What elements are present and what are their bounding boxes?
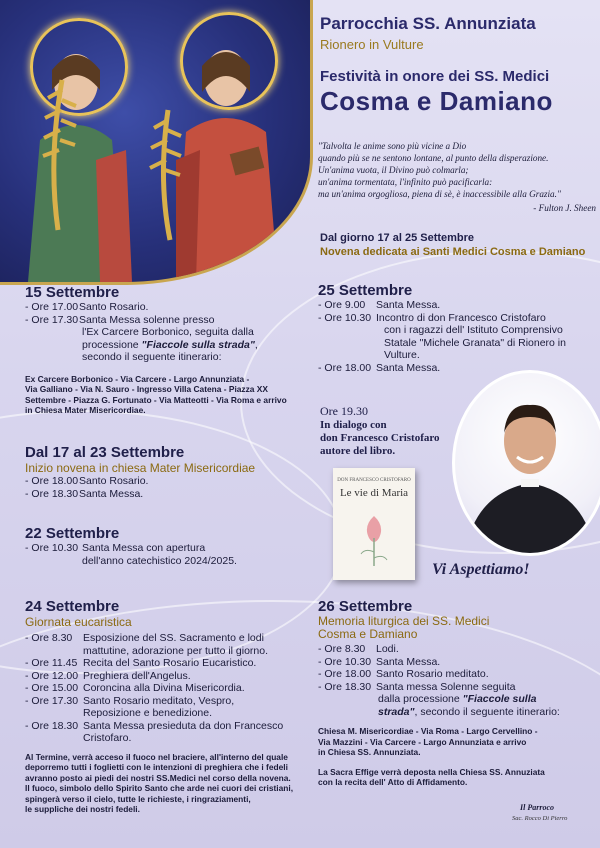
text: , [254, 338, 258, 351]
quote-author: - Fulton J. Sheen [533, 203, 596, 213]
activity: Esposizione del SS. Sacramento e lodi [83, 632, 264, 644]
note-line: avranno posto ai piedi dei nostri SS.Medici nel corso della novena. [25, 772, 291, 783]
activity: Cristofaro. [83, 732, 132, 744]
effige-block [318, 767, 598, 788]
section-subtitle: Giornata eucaristica [25, 615, 132, 629]
priest-photo [452, 370, 600, 556]
text: processione [82, 338, 142, 351]
route-line: Chiesa M. Misericordiae - Via Roma - Largo Cervellino - [318, 726, 538, 736]
time: - Ore 17.30 [25, 313, 79, 326]
schedule-row [318, 656, 598, 669]
schedule-row [25, 695, 325, 708]
flower-illustration [333, 508, 415, 568]
schedule-row [25, 732, 325, 745]
section-title: 24 Settembre [25, 598, 120, 615]
section-title: 25 Settembre [318, 282, 413, 299]
saints-title: Cosma e Damiano [320, 86, 553, 116]
saints-figures [0, 0, 310, 282]
priest-figure [455, 373, 600, 553]
time: - Ore 8.30 [318, 643, 366, 655]
schedule-row [25, 488, 315, 501]
activity: Recita del Santo Rosario Eucaristico. [83, 657, 257, 669]
quote-block [318, 140, 596, 214]
schedule-row [25, 670, 325, 683]
time: - Ore 18.30 [25, 719, 79, 732]
book-author: DON FRANCESCO CRISTOFARO [337, 478, 411, 483]
activity: Santa Messa. [79, 487, 144, 500]
dialogue-line: don Francesco Cristofaro [320, 432, 440, 444]
section-22-settembre [25, 525, 315, 567]
time: - Ore 18.30 [318, 680, 372, 693]
schedule-row [25, 632, 325, 645]
dialogue-line: In dialogo con [320, 419, 387, 431]
activity-continued: dell'anno catechistico 2024/2025. [82, 554, 237, 567]
quote-line: "Talvolta le anime sono più vicine a Dio [318, 141, 467, 151]
route-line: Via Galliano - Via N. Sauro - Ingresso Villa Catena - Piazza XX [25, 384, 268, 394]
activity: Coroncina alla Divina Misericordia. [83, 682, 245, 694]
activity: Santa Messa solenne presso [79, 313, 215, 326]
activity: Santa Messa. [376, 655, 441, 668]
parish-name: Parrocchia SS. Annunziata [320, 14, 536, 33]
dialogue-block [320, 404, 470, 458]
schedule-row [318, 299, 578, 312]
section-15-settembre [25, 284, 315, 416]
note-line: le suppliche dei nostri fedeli. [25, 804, 140, 814]
schedule-row [25, 682, 325, 695]
schedule-row [318, 668, 598, 681]
time: - Ore 17.30 [25, 694, 79, 707]
section-24-settembre [25, 598, 325, 815]
schedule-row [25, 301, 315, 314]
book-title: Le vie di Maria [339, 487, 409, 499]
activity: Reposizione e benedizione. [83, 707, 213, 719]
time: - Ore 18.00 [318, 361, 372, 374]
time: - Ore 12.00 [25, 669, 79, 682]
schedule-row [25, 707, 325, 720]
text: dalla processione [378, 693, 463, 705]
activity: Santo Rosario. [79, 475, 149, 487]
schedule-row [25, 542, 315, 555]
schedule-row [25, 645, 325, 658]
section-title: 26 Settembre [318, 598, 413, 615]
activity: Statale "Michele Granata" di Rionero in [384, 336, 566, 349]
town-name: Rionero in Vulture [320, 37, 424, 52]
activity: Preghiera dell'Angelus. [83, 669, 191, 682]
activity: Santo Rosario. [79, 301, 149, 313]
procession-name: "Fiaccole sulla [462, 693, 537, 705]
time: - Ore 17.00 [25, 301, 79, 313]
time: - Ore 9.00 [318, 299, 366, 311]
time: - Ore 18.00 [25, 475, 79, 487]
quote-line: Un'anima vuota, il Divino può colmarla; [318, 165, 469, 175]
activity-continued: secondo il seguente itinerario: [82, 351, 222, 363]
activity: mattutine, adorazione per tutto il giorno. [83, 644, 269, 657]
schedule-row [25, 657, 325, 670]
signature-role: Il Parroco [520, 803, 554, 812]
activity-continued [25, 339, 315, 352]
note-line: spingerà verso il cielo, tutte le richieste, i ringraziamenti, [25, 793, 251, 804]
schedule-row [318, 324, 578, 337]
section-title: 15 Settembre [25, 284, 120, 301]
schedule-row [318, 312, 578, 325]
novena-dates: Dal giorno 17 al 25 Settembre [320, 232, 475, 244]
time: - Ore 18.00 [318, 668, 372, 680]
activity-continued [318, 693, 598, 706]
activity-continued [318, 706, 598, 719]
note-block [25, 752, 325, 815]
activity: Santa Messa con apertura [82, 542, 206, 554]
note-line: deporremo tutti i foglietti con le intenzioni di preghiera che i fedeli [25, 762, 288, 772]
dialogue-time: Ore 19.30 [320, 404, 368, 418]
activity: Santa messa Solenne seguita [376, 680, 516, 693]
activity: Lodi. [376, 643, 399, 655]
route-block [25, 374, 315, 416]
schedule-row [25, 314, 315, 327]
section-title: Dal 17 al 23 Settembre [25, 444, 185, 461]
schedule-row [318, 681, 598, 694]
section-17-23-settembre [25, 444, 315, 500]
route-line: in Chiesa Mater Misericordiae. [25, 405, 146, 415]
time: - Ore 8.30 [25, 632, 73, 644]
schedule-row [25, 475, 315, 488]
schedule-row [318, 643, 598, 656]
activity: Santa Messa. [376, 361, 441, 374]
invite-text: Vi Aspettiamo! [432, 561, 530, 578]
route-line: in Chiesa SS. Annunziata. [318, 747, 421, 757]
saints-image [0, 0, 313, 285]
quote-line: un'anima tormentata, l'infinito può pacificarla: [318, 177, 493, 187]
activity: Vulture. [384, 349, 420, 361]
novena-description: Novena dedicata ai Santi Medici Cosma e Damiano [320, 246, 586, 258]
note-line: Il fuoco, simbolo dello Spirito Santo che arde nei cuori dei cristiani, [25, 783, 294, 793]
effige-line: con la recita dell' Atto di Affidamento. [318, 777, 468, 787]
schedule-row [318, 349, 578, 362]
activity: Incontro di don Francesco Cristofaro [376, 311, 546, 324]
section-title: 22 Settembre [25, 525, 120, 542]
time: - Ore 15.00 [25, 682, 79, 694]
section-subtitle: Inizio novena in chiesa Mater Misericordiae [25, 461, 256, 475]
activity-continued: l'Ex Carcere Borbonico, seguita dalla [82, 326, 254, 338]
activity: Santa Messa. [376, 299, 441, 311]
activity: Santo Rosario meditato, Vespro, [83, 694, 235, 707]
time: - Ore 10.30 [318, 655, 372, 668]
route-block [318, 726, 598, 758]
time: - Ore 18.30 [25, 487, 79, 500]
route-line: Ex Carcere Borbonico - Via Carcere - Largo Annunziata - [25, 373, 250, 384]
procession-name: strada" [378, 705, 415, 718]
book-cover [333, 468, 415, 580]
section-subtitle: Memoria liturgica dei SS. Medici [318, 614, 490, 628]
activity: Santo Rosario meditato. [376, 668, 489, 680]
activity: Santa Messa presieduta da don Francesco [83, 719, 284, 732]
activity: con i ragazzi dell' Istituto Comprensivo [384, 324, 563, 336]
text: , secondo il seguente itinerario: [414, 705, 560, 718]
effige-line: La Sacra Effige verrà deposta nella Chiesa SS. Annuziata [318, 766, 545, 777]
quote-line: quando più se ne sentono lontane, al punto della disperazione. [318, 153, 549, 163]
note-line: Al Termine, verrà acceso il fuoco nel braciere, all'interno del quale [25, 751, 288, 762]
section-26-settembre [318, 598, 598, 788]
section-subtitle: Cosma e Damiano [318, 627, 418, 641]
signature-name: Sac. Rocco Di Pierro [512, 815, 568, 822]
time: - Ore 11.45 [25, 657, 78, 669]
time: - Ore 10.30 [25, 542, 79, 554]
festivity-title: Festività in onore dei SS. Medici [320, 68, 550, 85]
schedule-row [318, 337, 578, 350]
route-line: Via Mazzini - Via Carcere - Largo Annunziata e arrivo [318, 736, 527, 747]
dialogue-line: autore del libro. [320, 445, 396, 457]
quote-line: ma un'anima orgogliosa, piena di sè, è inaccessibile alla Grazia." [318, 189, 561, 199]
schedule-row [25, 720, 325, 733]
procession-name: "Fiaccole sulla strada" [141, 338, 255, 351]
time: - Ore 10.30 [318, 311, 372, 324]
section-25-settembre [318, 282, 578, 374]
route-line: Settembre - Piazza G. Fortunato - Via Matteotti - Via Roma e arrivo [25, 394, 287, 405]
